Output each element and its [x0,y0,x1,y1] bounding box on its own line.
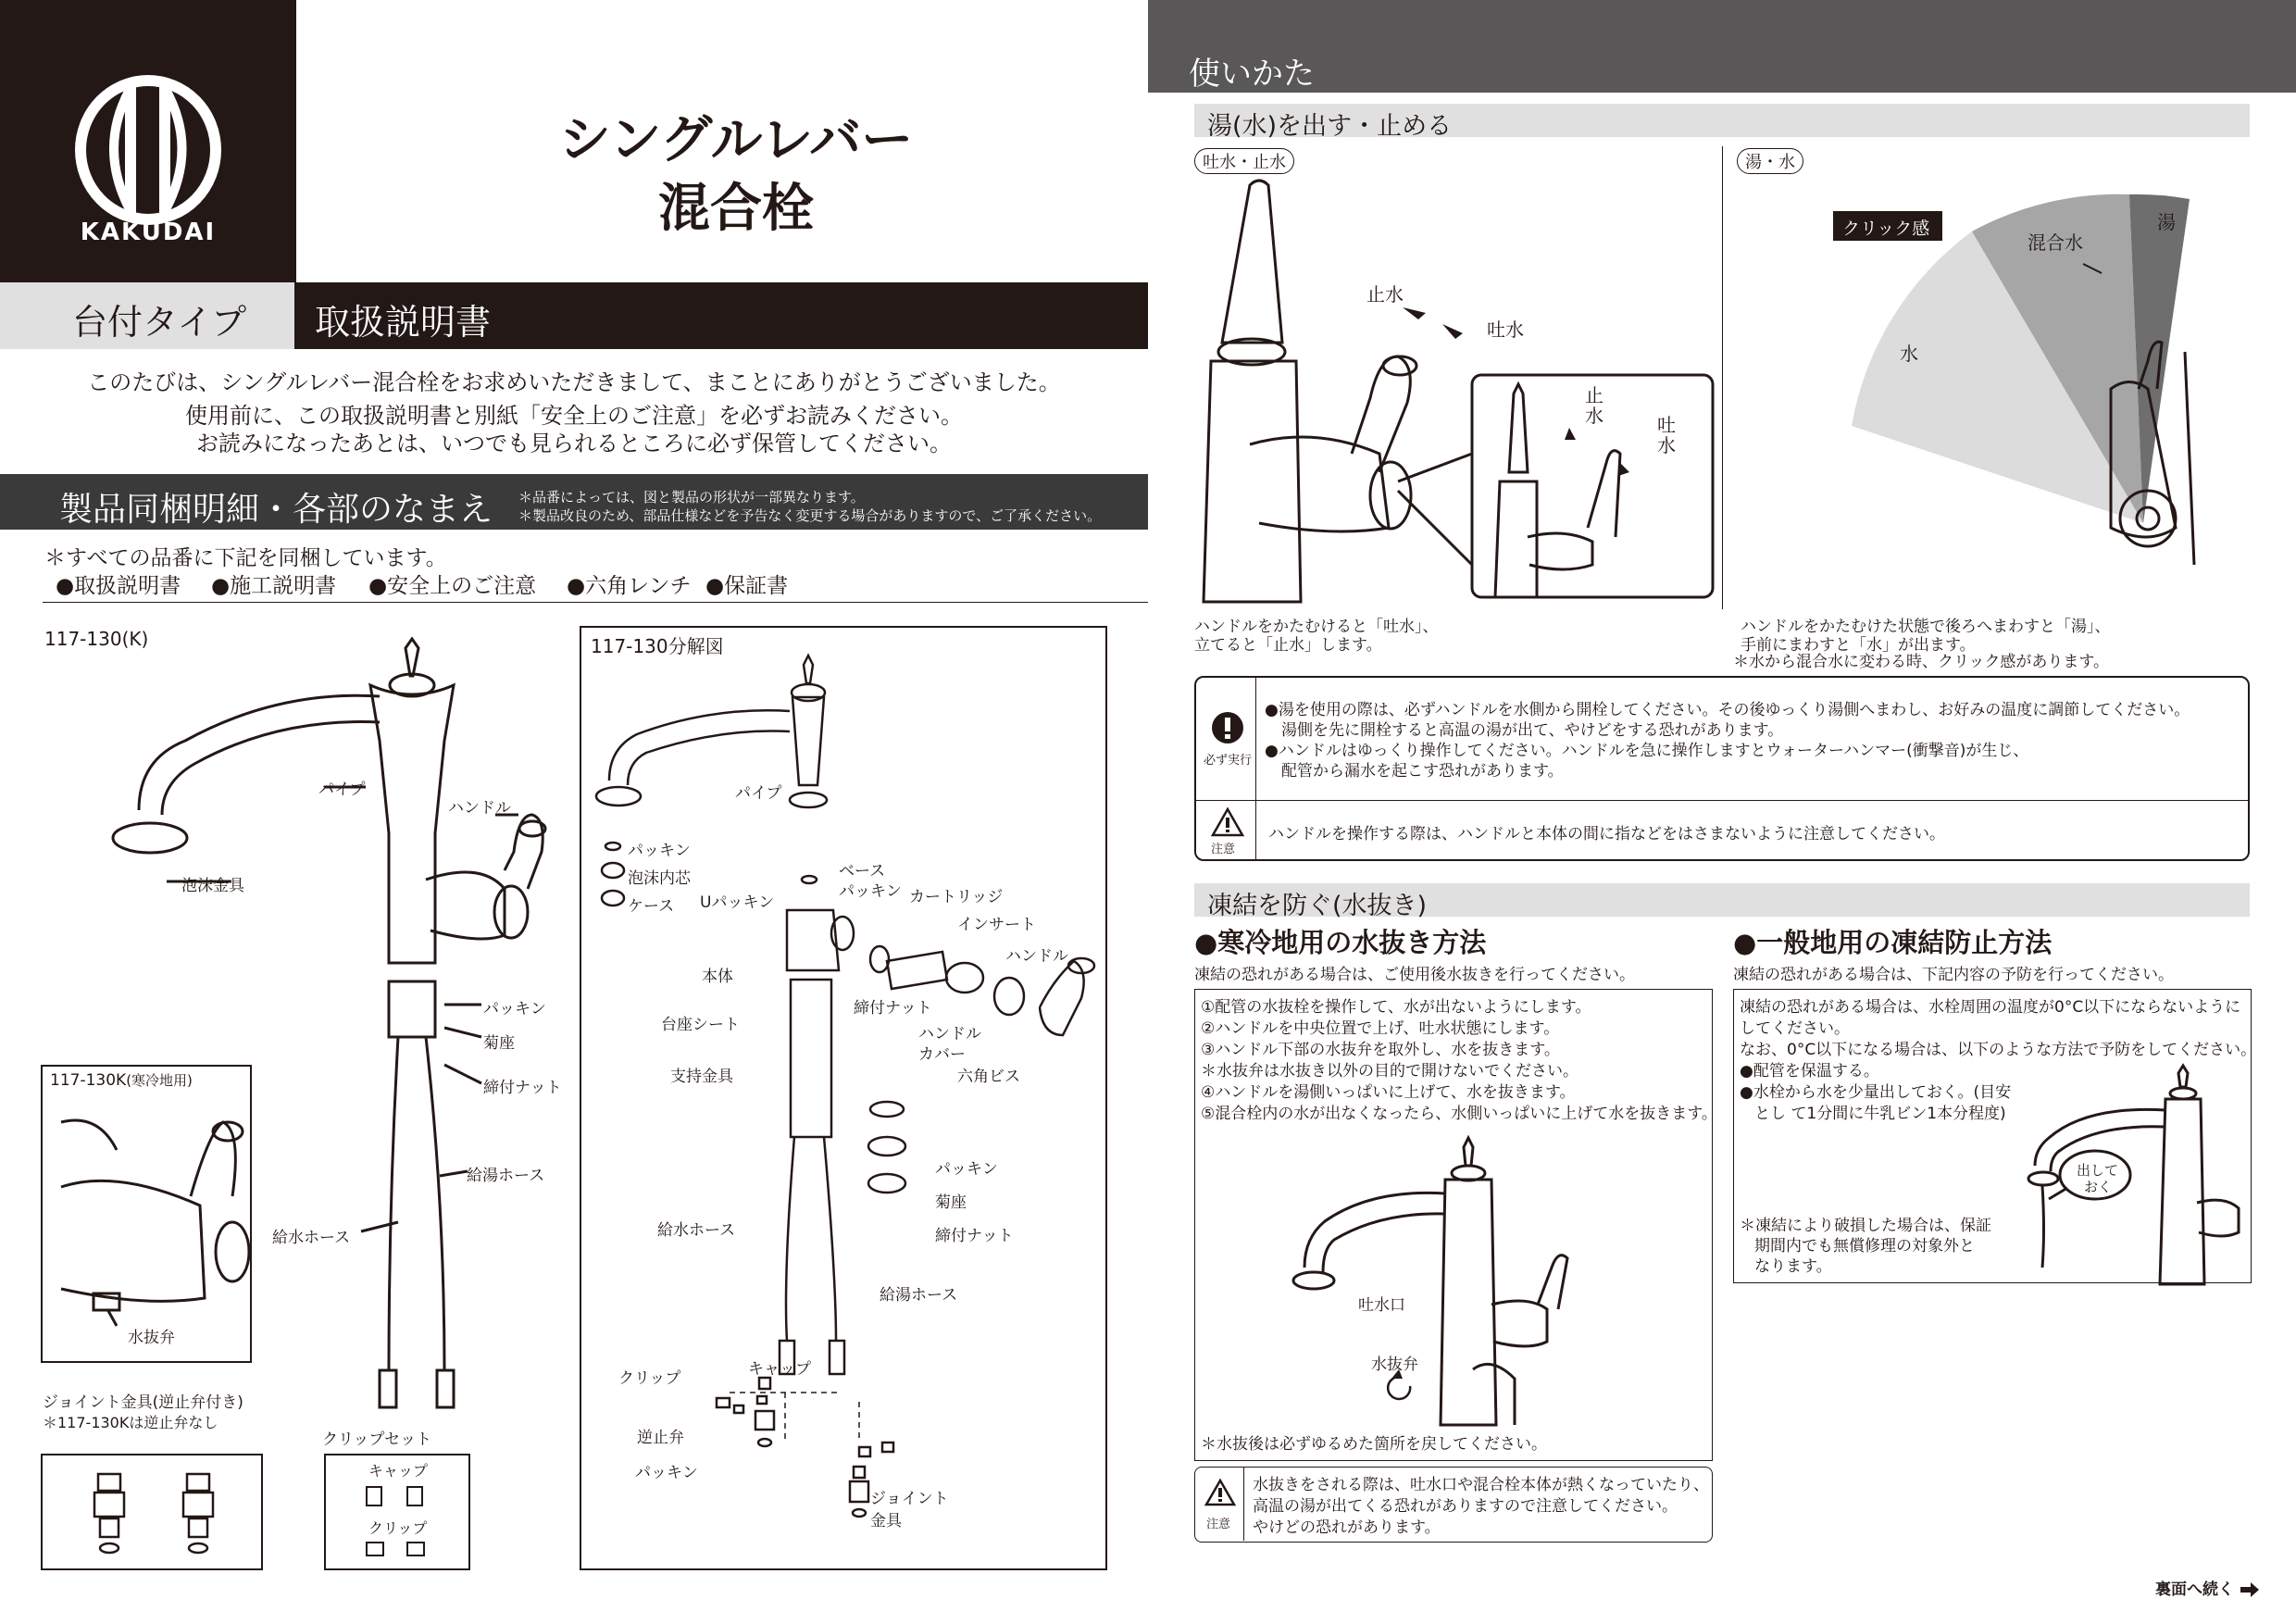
warning-box [1194,676,2250,861]
ex-aerator-core: 泡沫内芯 [628,869,691,888]
warning-box-divider [1255,678,1256,859]
lbl-hot: 湯 [2157,211,2176,233]
ex-cold-hose: 給水ホース [657,1221,736,1240]
must-line2: 湯側を先に開栓すると高温の湯が出て、やけどをする恐れがあります。 [1281,721,1784,740]
ex-joint-1: ジョイント [870,1490,949,1508]
gen-line-5: ●水栓から水を少量出しておく。(目安 [1740,1083,2012,1102]
ex-check-valve: 逆止弁 [637,1429,684,1447]
joint-box [41,1454,263,1570]
ex-cartridge: カートリッジ [909,888,1004,906]
caution-label: 注意 [1211,843,1236,856]
general-title: ●一般地用の凍結防止方法 [1733,927,2053,958]
ex-case: ケース [628,897,675,916]
gen-line-2: してください。 [1740,1019,1850,1038]
ex-nut2: 締付ナット [935,1227,1014,1245]
caption-right-2: 手前にまわすと「水」が出ます。 [1741,636,1976,655]
ex-hot-hose: 給湯ホース [880,1286,958,1305]
cold-step-5: ⑤混合栓内の水が出なくなったら、水側いっぱいに上げて水を抜きます。 [1201,1105,1717,1123]
lbl-click: クリック感 [1842,219,1930,239]
lbl-hot-hose: 給湯ホース [467,1167,545,1185]
lbl-spout-outlet: 吐水口 [1358,1296,1405,1315]
cold-step-4: ④ハンドルを湯側いっぱいに上げて、水を抜きます。 [1201,1083,1576,1102]
warning-box-split [1196,800,2248,801]
usage-subheader [1194,104,2250,141]
ex-nut: 締付ナット [854,999,932,1018]
ex-joint-2: 金具 [870,1512,902,1530]
cap-clip-icon [326,1455,472,1572]
cold-step-2: ②ハンドルを中央位置で上げ、吐水状態にします。 [1201,1019,1560,1038]
must-label: 必ず実行 [1204,754,1253,768]
must-line1: ●湯を使用の際は、必ずハンドルを水側から開栓してください。その後ゆっくり湯側へまわし、お好みの温度に調節してください。 [1265,701,2190,719]
bundled-intro: ＊すべての品番に下記を同梱しています。 [44,546,447,570]
ex-washer: 菊座 [935,1193,967,1212]
ex-handle: ハンドル [1005,947,1068,966]
ex-hex-screw: 六角ビス [957,1068,1020,1086]
model-label: 117-130(K) [44,628,149,650]
cold-caution-divider [1243,1468,1244,1541]
lbl-drain: 水抜弁 [128,1329,175,1347]
intro-line3: お読みになったあとは、いつでも見られるところに必ず保管してください。 [196,431,952,456]
bundled-item-4: ●六角レンチ [567,574,692,598]
ex-base-packing-1: ベース [839,862,886,881]
lbl-washer: 菊座 [483,1034,515,1053]
spout-pill: 吐水・止水 [1194,148,1294,174]
usage-header [1148,0,2296,93]
temp-pill: 湯・水 [1737,148,1803,174]
lbl-mixed: 混合水 [2028,231,2083,254]
cold-steps-box [1194,989,1717,1461]
must-do-icon [1211,711,1244,744]
gen-line-6: とし て1分間に牛乳ビン1本分程度) [1754,1105,2006,1123]
cold-region-intro: 凍結の恐れがある場合は、ご使用後水抜きを行ってください。 [1194,966,1635,984]
must-line3: ●ハンドルはゆっくり操作してください。ハンドルを急に操作しますとウォーターハンマー(衝撃音)が生じ、 [1265,742,2029,760]
caption-left-1: ハンドルをかたむけると「吐水」、 [1194,618,1439,636]
bundled-item-3: ●安全上のご注意 [368,574,537,598]
lbl-cold-hose: 給水ホース [272,1229,351,1247]
ex-handle-cover-1: ハンドル [918,1025,981,1043]
lbl-discharge: 吐水 [1487,319,1524,341]
cold-step-1: ①配管の水抜栓を操作して、水が出ないようにします。 [1201,998,1591,1017]
usage-divider [1722,146,1723,609]
continue-footer [2155,1576,2260,1599]
contents-title: 製品同梱明細・各部のなまえ [59,491,493,529]
joint-label: ジョイント金具(逆止弁付き) [43,1393,243,1412]
ex-packing2: パッキン [935,1160,998,1179]
cold-model-inset [41,1065,252,1363]
caution-triangle-icon-2 [1204,1479,1236,1506]
bubble-line1: 出して [2077,1162,2119,1179]
cold-faucet-detail [43,1067,254,1365]
gen-line-4: ●配管を保温する。 [1740,1062,1879,1081]
lbl-drain-valve: 水抜弁 [1371,1355,1418,1374]
lbl-pipe: パイプ [318,781,366,799]
bundled-item-1: ●取扱説明書 [56,574,181,598]
lbl-handle: ハンドル [448,799,511,818]
caution-triangle-icon [1211,807,1244,837]
ex-base-packing-2: パッキン [839,882,902,901]
intro-line1: このたびは、シングルレバー混合栓をお求めいただきまして、まことにありがとうございました。 [87,369,1061,395]
clip-set-cap: キャップ [368,1462,429,1480]
general-intro: 凍結の恐れがある場合は、下記内容の予防を行ってください。 [1733,966,2174,984]
ex-packing3: パッキン [635,1464,698,1482]
spout-operation-illustration [1194,176,1722,611]
temperature-dial-illustration [1741,176,2250,611]
cold-caution-1: 水抜きをされる際は、吐水口や混合栓本体が熱くなっていたり、 [1253,1476,1709,1494]
cold-region-title: ●寒冷地用の水抜き方法 [1194,927,1487,958]
clip-set-box [324,1454,470,1570]
lbl-discharge-vertical: 吐水 [1657,414,1676,456]
usage-title: 使いかた [1189,56,1315,93]
ex-packing: パッキン [628,842,691,860]
bundled-item-2: ●施工説明書 [211,574,337,598]
ex-u-packing: Uパッキン [700,893,775,912]
ex-handle-cover-2: カバー [918,1045,966,1064]
clip-set-label: クリップセット [322,1430,432,1449]
gen-note-1: ＊凍結により破損した場合は、保証 [1740,1217,1991,1235]
arrow-right-icon [2240,1581,2260,1598]
usage-subtitle: 湯(水)を出す・止める [1207,112,1453,141]
cold-model-number: 117-130K [50,1071,127,1090]
caution-text: ハンドルを操作する際は、ハンドルと本体の間に指などをはさまないように注意してください。 [1268,825,1945,843]
cold-caution-label: 注意 [1206,1518,1231,1531]
gen-note-3: なります。 [1754,1257,1832,1276]
lbl-stop-vertical: 止水 [1585,384,1603,427]
ex-sheet: 台座シート [661,1016,740,1034]
must-line4: 配管から漏水を起こす恐れがあります。 [1281,762,1564,781]
bubble-line2: おく [2084,1179,2113,1195]
freeze-subheader [1194,883,2250,920]
cold-caution-2: 高温の湯が出てくる恐れがありますので注意してください。 [1253,1497,1678,1516]
ex-clip: クリップ [618,1369,681,1388]
lbl-packing: パッキン [483,1000,546,1018]
continue-text: 裏面へ続く [2155,1580,2234,1599]
cold-caution-3: やけどの恐れがあります。 [1253,1518,1441,1537]
joint-note: ＊117-130Kは逆止弁なし [43,1414,218,1431]
title-line2: 混合栓 [658,179,814,239]
ex-support: 支持金具 [670,1068,733,1086]
lbl-nut: 締付ナット [483,1079,562,1097]
ex-insert: インサート [957,916,1036,934]
exploded-title: 117-130分解図 [591,635,724,657]
gen-line-1: 凍結の恐れがある場合は、水栓周囲の温度が0°C以下にならないように [1740,998,2241,1017]
intro-line2: 使用前に、この取扱説明書と別紙「安全上のご注意」を必ずお読みください。 [185,403,963,429]
exploded-view [580,626,1107,1570]
cold-step-note: ＊水抜弁は水抜き以外の目的で開けないでください。 [1201,1062,1578,1081]
contents-note1: ＊品番によっては、図と製品の形状が一部異なります。 [518,489,865,506]
joint-fittings-icon [43,1455,265,1572]
lbl-cold: 水 [1900,343,1918,365]
clip-set-clip: クリップ [368,1519,428,1537]
lbl-aerator: 泡沫金具 [181,877,244,895]
ex-pipe: パイプ [735,784,782,803]
freeze-title: 凍結を防ぐ(水抜き) [1207,892,1428,920]
title-line1: シングルレバー [558,110,914,170]
general-box [1733,989,2257,1283]
caption-right-3: ＊水から混合水に変わる時、クリック感があります。 [1733,653,2109,671]
drain-illustration [1195,990,1714,1462]
cold-step-3: ③ハンドル下部の水抜弁を取外し、水を抜きます。 [1201,1041,1560,1059]
gen-note-2: 期間内でも無償修理の対象外と [1754,1237,1975,1255]
ex-cap: キャップ [748,1360,811,1379]
cold-after-note: ＊水抜後は必ずゆるめた箇所を戻してください。 [1201,1435,1547,1454]
caption-right-1: ハンドルをかたむけた状態で後ろへまわすと「湯」、 [1741,618,2111,636]
caption-left-2: 立てると「止水」します。 [1194,636,1382,655]
brand-name: KAKUDAI [80,219,217,246]
lbl-stop: 止水 [1366,283,1404,306]
cold-model-note: (寒冷地用) [126,1072,193,1089]
contents-note2: ＊製品改良のため、部品仕様などを予告なく変更する場合がありますので、ご了承ください。 [518,507,1102,524]
manual-label: 取扱説明書 [315,302,492,343]
ex-body: 本体 [702,968,733,986]
type-label: 台付タイプ [72,302,247,343]
gen-line-3: なお、0°C以下になる場合は、以下のような方法で予防をしてください。 [1740,1041,2257,1059]
bundled-item-5: ●保証書 [705,574,789,598]
cold-caution-box [1194,1467,1713,1543]
